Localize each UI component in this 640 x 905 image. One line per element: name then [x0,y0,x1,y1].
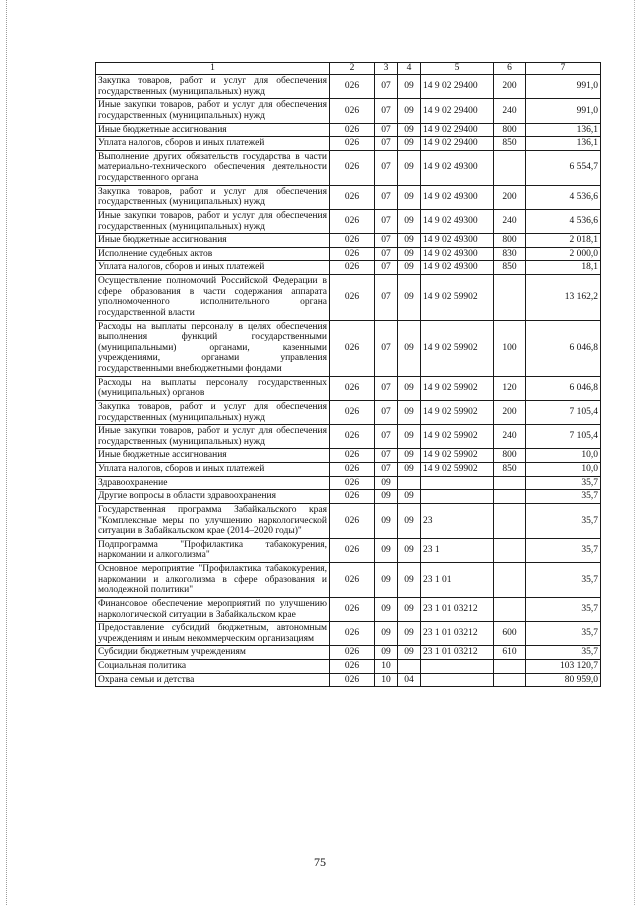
row-name: Расходы на выплаты персоналу в целях обеспечения выполнения функций государственными (муниципальными) органами, казенными учреждениями, органами управления государственными внебюджетными фондами [96,320,330,376]
table-row [96,563,601,598]
grbs-code: 026 [330,99,375,123]
subsection-code: 09 [398,400,421,424]
grbs-code: 026 [330,646,375,660]
header-cell: 4 [398,63,421,75]
section-code: 07 [375,75,398,99]
target-article-code: 23 1 01 [421,563,494,598]
table-row [96,490,601,504]
subsection-code [398,660,421,674]
amount: 18,1 [526,261,601,275]
expense-type-code: 200 [494,185,526,209]
page-edge-right [634,0,636,905]
row-name: Закупка товаров, работ и услуг для обеспечения государственных (муниципальных) нужд [96,185,330,209]
section-code: 09 [375,538,398,562]
target-article-code: 23 [421,503,494,538]
table-row [96,449,601,463]
section-code: 07 [375,320,398,376]
target-article-code: 14 9 02 29400 [421,123,494,137]
amount: 6 046,8 [526,320,601,376]
subsection-code: 09 [398,320,421,376]
grbs-code: 026 [330,660,375,674]
amount: 35,7 [526,538,601,562]
amount: 991,0 [526,75,601,99]
table-row [96,538,601,562]
row-name: Уплата налогов, сборов и иных платежей [96,463,330,477]
table-row [96,234,601,248]
expense-type-code [494,660,526,674]
grbs-code: 026 [330,150,375,185]
subsection-code [398,476,421,490]
target-article-code: 14 9 02 49300 [421,234,494,248]
table-row [96,425,601,449]
row-name: Иные бюджетные ассигнования [96,234,330,248]
subsection-code: 09 [398,185,421,209]
table-row [96,376,601,400]
table-row [96,261,601,275]
grbs-code: 026 [330,597,375,621]
section-code: 09 [375,563,398,598]
table-row [96,476,601,490]
row-name: Выполнение других обязательств государства в части материально-технического обеспечения деятельности государственного органа [96,150,330,185]
table-row [96,209,601,233]
expense-type-code: 800 [494,123,526,137]
header-cell: 7 [526,63,601,75]
grbs-code: 026 [330,622,375,646]
header-cell: 2 [330,63,375,75]
section-code: 07 [375,449,398,463]
page-edge-left [6,0,8,905]
row-name: Осуществление полномочий Российской Федерации в сфере образования в части содержания аппарата уполномоченного исполнительного органа государственной власти [96,275,330,321]
grbs-code: 026 [330,209,375,233]
row-name: Другие вопросы в области здравоохранения [96,490,330,504]
expense-type-code [494,503,526,538]
section-code: 10 [375,673,398,687]
grbs-code: 026 [330,476,375,490]
table-body [96,63,601,687]
amount: 2 018,1 [526,234,601,248]
amount: 4 536,6 [526,185,601,209]
target-article-code [421,673,494,687]
section-code: 09 [375,622,398,646]
section-code: 10 [375,660,398,674]
amount: 4 536,6 [526,209,601,233]
table-row [96,275,601,321]
amount: 13 162,2 [526,275,601,321]
header-cell: 1 [96,63,330,75]
section-code: 09 [375,503,398,538]
row-name: Субсидии бюджетным учреждениям [96,646,330,660]
expense-type-code [494,563,526,598]
amount: 35,7 [526,503,601,538]
amount: 7 105,4 [526,400,601,424]
row-name: Социальная политика [96,660,330,674]
row-name: Финансовое обеспечение мероприятий по улучшению наркологической ситуации в Забайкальском крае [96,597,330,621]
subsection-code: 09 [398,463,421,477]
expense-type-code: 800 [494,234,526,248]
expense-type-code: 100 [494,320,526,376]
grbs-code: 026 [330,320,375,376]
subsection-code: 09 [398,209,421,233]
section-code: 07 [375,123,398,137]
header-cell: 5 [421,63,494,75]
target-article-code: 14 9 02 59902 [421,425,494,449]
row-name: Основное мероприятие "Профилактика табакокурения, наркомании и алкоголизма в сфере образования и молодежной политики" [96,563,330,598]
section-code: 09 [375,597,398,621]
grbs-code: 026 [330,449,375,463]
row-name: Предоставление субсидий бюджетным, автономным учреждениям и иным некоммерческим организациям [96,622,330,646]
expense-type-code: 850 [494,261,526,275]
subsection-code: 09 [398,247,421,261]
section-code: 07 [375,400,398,424]
row-name: Охрана семьи и детства [96,673,330,687]
target-article-code [421,660,494,674]
target-article-code: 14 9 02 29400 [421,75,494,99]
amount: 10,0 [526,463,601,477]
target-article-code: 14 9 02 59902 [421,275,494,321]
amount: 35,7 [526,563,601,598]
row-name: Уплата налогов, сборов и иных платежей [96,137,330,151]
grbs-code: 026 [330,400,375,424]
target-article-code: 14 9 02 49300 [421,150,494,185]
amount: 35,7 [526,646,601,660]
subsection-code: 09 [398,597,421,621]
target-article-code: 14 9 02 59902 [421,376,494,400]
expense-type-code: 120 [494,376,526,400]
expense-type-code [494,538,526,562]
section-code: 07 [375,247,398,261]
expense-type-code: 240 [494,209,526,233]
table-row [96,400,601,424]
target-article-code: 23 1 01 03212 [421,622,494,646]
section-code: 07 [375,275,398,321]
grbs-code: 026 [330,275,375,321]
row-name: Подпрограмма "Профилактика табакокурения, наркомании и алкоголизма" [96,538,330,562]
row-name: Уплата налогов, сборов и иных платежей [96,261,330,275]
grbs-code: 026 [330,185,375,209]
row-name: Иные бюджетные ассигнования [96,449,330,463]
amount: 991,0 [526,99,601,123]
amount: 6 554,7 [526,150,601,185]
grbs-code: 026 [330,234,375,248]
subsection-code: 09 [398,99,421,123]
subsection-code: 09 [398,538,421,562]
grbs-code: 026 [330,75,375,99]
grbs-code: 026 [330,463,375,477]
target-article-code: 23 1 [421,538,494,562]
amount: 80 959,0 [526,673,601,687]
subsection-code: 09 [398,425,421,449]
grbs-code: 026 [330,261,375,275]
row-name: Иные закупки товаров, работ и услуг для обеспечения государственных (муниципальных) нужд [96,209,330,233]
table-row [96,646,601,660]
expense-type-code [494,150,526,185]
target-article-code: 14 9 02 49300 [421,247,494,261]
subsection-code: 09 [398,503,421,538]
expense-type-code: 800 [494,449,526,463]
row-name: Здравоохранение [96,476,330,490]
target-article-code: 14 9 02 49300 [421,261,494,275]
row-name: Иные бюджетные ассигнования [96,123,330,137]
grbs-code: 026 [330,123,375,137]
amount: 103 120,7 [526,660,601,674]
section-code: 07 [375,185,398,209]
target-article-code: 14 9 02 59902 [421,400,494,424]
table-row [96,503,601,538]
row-name: Иные закупки товаров, работ и услуг для обеспечения государственных (муниципальных) нужд [96,425,330,449]
target-article-code [421,490,494,504]
expense-type-code [494,476,526,490]
expense-type-code: 830 [494,247,526,261]
table-row [96,247,601,261]
amount: 6 046,8 [526,376,601,400]
subsection-code: 09 [398,376,421,400]
subsection-code: 09 [398,449,421,463]
expense-type-code: 240 [494,99,526,123]
grbs-code: 026 [330,490,375,504]
expense-type-code: 610 [494,646,526,660]
header-cell: 6 [494,63,526,75]
amount: 10,0 [526,449,601,463]
subsection-code: 09 [398,75,421,99]
expense-type-code: 200 [494,75,526,99]
row-name: Исполнение судебных актов [96,247,330,261]
table-row [96,597,601,621]
section-code: 07 [375,234,398,248]
section-code: 09 [375,490,398,504]
section-code: 07 [375,150,398,185]
grbs-code: 026 [330,247,375,261]
section-code: 07 [375,137,398,151]
table-row [96,320,601,376]
subsection-code: 09 [398,123,421,137]
section-code: 07 [375,209,398,233]
target-article-code: 14 9 02 49300 [421,185,494,209]
table-row [96,99,601,123]
subsection-code: 09 [398,261,421,275]
subsection-code: 04 [398,673,421,687]
subsection-code: 09 [398,234,421,248]
target-article-code: 14 9 02 29400 [421,99,494,123]
amount: 136,1 [526,123,601,137]
subsection-code: 09 [398,150,421,185]
section-code: 09 [375,476,398,490]
section-code: 09 [375,646,398,660]
expense-type-code: 200 [494,400,526,424]
grbs-code: 026 [330,538,375,562]
amount: 35,7 [526,622,601,646]
amount: 35,7 [526,476,601,490]
row-name: Иные закупки товаров, работ и услуг для обеспечения государственных (муниципальных) нужд [96,99,330,123]
subsection-code: 09 [398,563,421,598]
table-row [96,75,601,99]
section-code: 07 [375,463,398,477]
amount: 2 000,0 [526,247,601,261]
subsection-code: 09 [398,490,421,504]
subsection-code: 09 [398,646,421,660]
subsection-code: 09 [398,622,421,646]
section-code: 07 [375,99,398,123]
target-article-code: 23 1 01 03212 [421,646,494,660]
grbs-code: 026 [330,376,375,400]
table-row [96,150,601,185]
expense-type-code [494,275,526,321]
expense-type-code [494,490,526,504]
section-code: 07 [375,376,398,400]
target-article-code: 14 9 02 49300 [421,209,494,233]
row-name: Государственная программа Забайкальского края "Комплексные меры по улучшению наркологической ситуации в Забайкальском крае (2014–2020 годы)" [96,503,330,538]
amount: 35,7 [526,597,601,621]
grbs-code: 026 [330,563,375,598]
table-row [96,185,601,209]
section-code: 07 [375,425,398,449]
row-name: Расходы на выплаты персоналу государственных (муниципальных) органов [96,376,330,400]
page-number: 75 [314,855,326,869]
subsection-code: 09 [398,137,421,151]
row-name: Закупка товаров, работ и услуг для обеспечения государственных (муниципальных) нужд [96,75,330,99]
target-article-code: 14 9 02 59902 [421,463,494,477]
grbs-code: 026 [330,137,375,151]
table-row [96,137,601,151]
grbs-code: 026 [330,503,375,538]
target-article-code: 14 9 02 29400 [421,137,494,151]
table-row [96,622,601,646]
header-row [96,63,601,75]
table-row [96,463,601,477]
table-row [96,660,601,674]
amount: 35,7 [526,490,601,504]
expense-type-code: 600 [494,622,526,646]
expense-type-code: 240 [494,425,526,449]
amount: 7 105,4 [526,425,601,449]
expense-type-code [494,673,526,687]
expense-type-code [494,597,526,621]
budget-table [95,62,601,687]
expense-type-code: 850 [494,137,526,151]
grbs-code: 026 [330,673,375,687]
amount: 136,1 [526,137,601,151]
section-code: 07 [375,261,398,275]
row-name: Закупка товаров, работ и услуг для обеспечения государственных (муниципальных) нужд [96,400,330,424]
header-cell: 3 [375,63,398,75]
target-article-code: 14 9 02 59902 [421,320,494,376]
grbs-code: 026 [330,425,375,449]
target-article-code: 23 1 01 03212 [421,597,494,621]
target-article-code: 14 9 02 59902 [421,449,494,463]
expense-type-code: 850 [494,463,526,477]
target-article-code [421,476,494,490]
table-row [96,673,601,687]
table-row [96,123,601,137]
subsection-code: 09 [398,275,421,321]
